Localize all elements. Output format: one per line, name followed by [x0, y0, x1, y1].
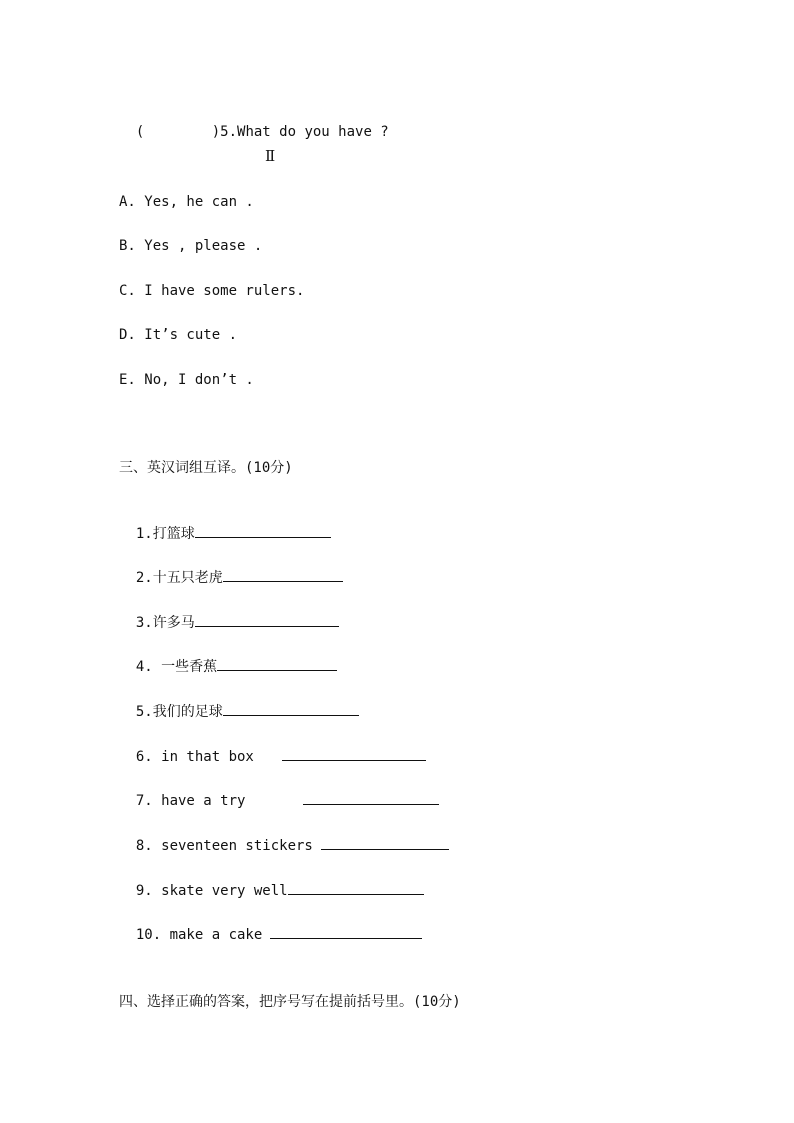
question-5 [119, 102, 389, 142]
item-7-text: 7. have a try [135, 793, 246, 809]
translation-item-8 [119, 815, 449, 856]
section-3-title: 三、英汉词组互译。(10分) [119, 460, 293, 476]
item-2-text: 2.十五只老虎 [135, 570, 223, 586]
answer-blank-8[interactable] [321, 835, 449, 850]
answer-blank-7[interactable] [303, 790, 439, 805]
section-4-title: 四、选择正确的答案，把序号写在提前括号里。(10分) [119, 994, 461, 1010]
item-8-text: 8. seventeen stickers [135, 838, 313, 854]
translation-item-5 [119, 681, 359, 722]
option-b: B. Yes , please . [119, 238, 263, 254]
translation-item-10 [119, 904, 422, 945]
option-c: C. I have some rulers. [119, 283, 305, 299]
item-9-text: 9. skate very well [135, 883, 288, 899]
answer-blank-5[interactable] [223, 701, 359, 716]
answer-blank-6[interactable] [282, 746, 426, 761]
answer-blank-1[interactable] [195, 523, 331, 538]
item-4-text: 4. 一些香蕉 [135, 659, 218, 675]
answer-blank-10[interactable] [270, 924, 422, 939]
answer-blank-2[interactable] [223, 567, 343, 582]
option-e: E. No, I don’t . [119, 372, 254, 388]
question-5-text: 5.What do you have ? [220, 124, 389, 140]
answer-blank-4[interactable] [217, 656, 337, 671]
item-3-text: 3.许多马 [135, 615, 195, 631]
item-10-text: 10. make a cake [135, 927, 263, 943]
translation-item-1 [119, 503, 331, 544]
answer-parenthesis[interactable]: ( ) [135, 124, 221, 140]
option-d: D. It’s cute . [119, 327, 238, 343]
section-two-marker: Ⅱ [265, 147, 276, 165]
translation-item-3 [119, 592, 339, 633]
translation-item-7 [119, 770, 439, 811]
item-6-text: 6. in that box [135, 749, 254, 765]
answer-blank-9[interactable] [288, 880, 424, 895]
answer-blank-3[interactable] [195, 612, 339, 627]
item-1-text: 1.打篮球 [135, 526, 195, 542]
option-a: A. Yes, he can . [119, 194, 254, 210]
translation-item-2 [119, 547, 343, 588]
translation-item-9 [119, 860, 424, 901]
translation-item-6 [119, 726, 426, 767]
translation-item-4 [119, 636, 337, 677]
item-5-text: 5.我们的足球 [135, 704, 223, 720]
